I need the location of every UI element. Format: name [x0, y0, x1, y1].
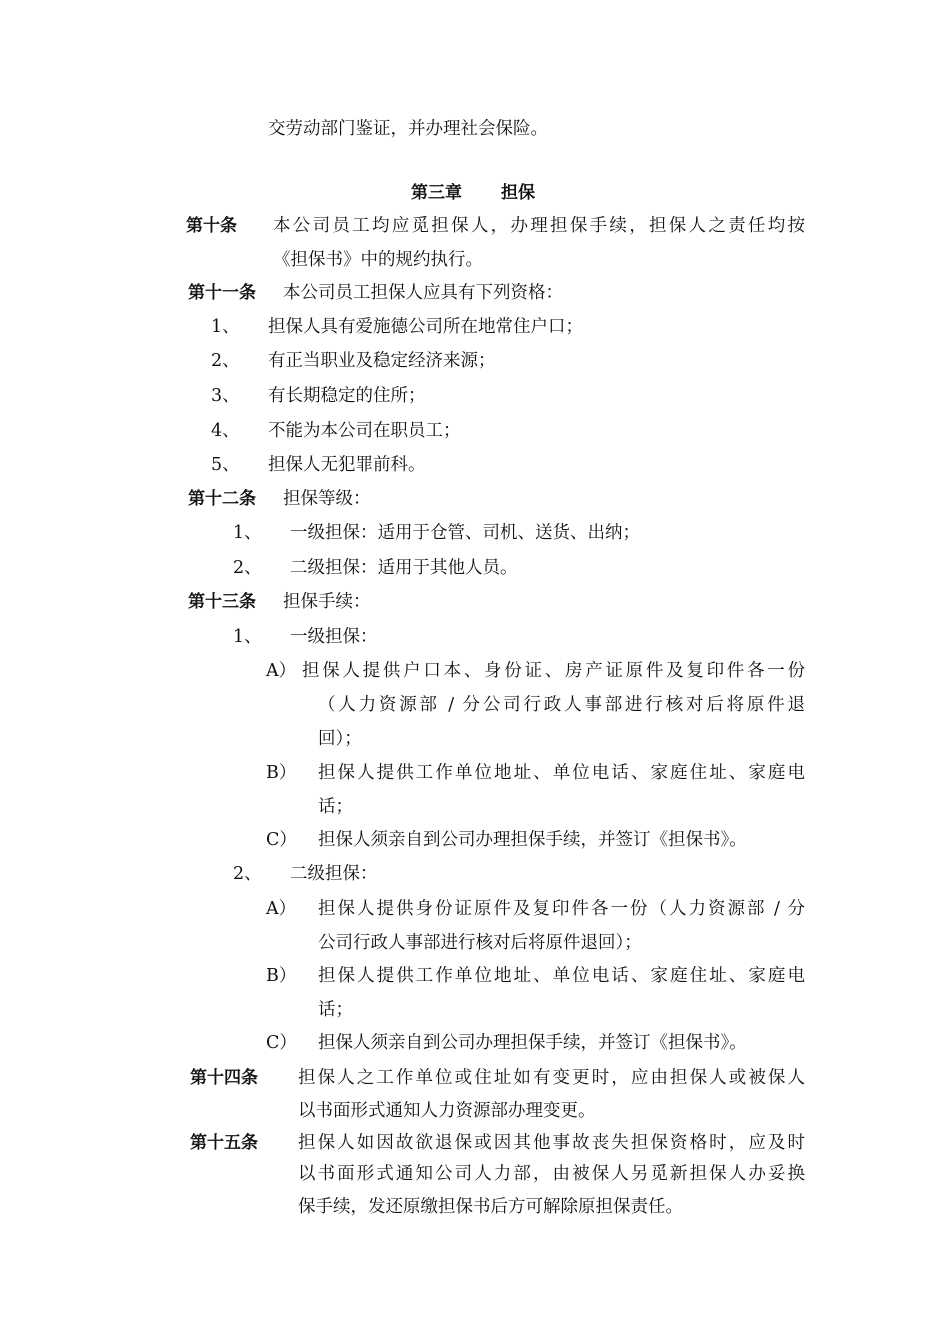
- list-item: 不能为本公司在职员工；: [268, 421, 461, 441]
- sub-item-marker: B）: [266, 966, 297, 986]
- sub-item-text: 担保人提供工作单位地址、单位电话、家庭住址、家庭电: [318, 966, 805, 986]
- sub-item-text: （人力资源部 / 分公司行政人事部进行核对后将原件退: [318, 695, 805, 715]
- list-item-number: 5、: [211, 455, 240, 475]
- sub-item-text: 担保人提供户口本、身份证、房产证原件及复印件各一份: [302, 661, 805, 681]
- sub-item-marker: B）: [266, 763, 297, 783]
- list-item: 有长期稳定的住所；: [268, 386, 426, 406]
- article-14-label: 第十四条: [190, 1068, 258, 1088]
- list-item: 有正当职业及稳定经济来源；: [268, 351, 496, 371]
- article-10-label: 第十条: [186, 216, 237, 236]
- list-item: 担保人具有爱施德公司所在地常住户口；: [268, 317, 583, 337]
- sub-item-marker: A）: [266, 661, 297, 681]
- sub-item-text: 担保人须亲自到公司办理担保手续，并签订《担保书》。: [318, 830, 747, 850]
- sub-item-text: 回）；: [318, 729, 362, 749]
- article-10-line-2: 《担保书》中的规约执行。: [273, 250, 483, 270]
- sub-item-text: 公司行政人事部进行核对后将原件退回）；: [318, 933, 642, 953]
- article-11-text: 本公司员工担保人应具有下列资格：: [283, 283, 563, 303]
- list-item-number: 4、: [211, 421, 240, 441]
- level-1-title: 一级担保：: [290, 627, 378, 647]
- article-15-line-3: 保手续，发还原缴担保书后方可解除原担保责任。: [298, 1197, 683, 1217]
- list-item: 一级担保：适用于仓管、司机、送货、出纳；: [290, 523, 640, 543]
- article-15-label: 第十五条: [190, 1133, 258, 1153]
- sub-item-text: 担保人提供身份证原件及复印件各一份（人力资源部 / 分: [318, 899, 805, 919]
- list-item-number: 1、: [233, 523, 262, 543]
- sub-item-text: 话；: [318, 797, 353, 817]
- article-11-label: 第十一条: [188, 283, 256, 303]
- article-14-line-1: 担保人之工作单位或住址如有变更时，应由担保人或被保人: [298, 1068, 805, 1088]
- list-item-number: 3、: [211, 386, 240, 406]
- chapter-title: 担保: [501, 183, 535, 203]
- article-10-line-1: 本公司员工均应觅担保人，办理担保手续，担保人之责任均按: [273, 216, 805, 236]
- article-12-label: 第十二条: [188, 489, 256, 509]
- article-14-line-2: 以书面形式通知人力资源部办理变更。: [298, 1101, 596, 1121]
- level-1-number: 1、: [233, 627, 262, 647]
- sub-item-text: 担保人提供工作单位地址、单位电话、家庭住址、家庭电: [318, 763, 805, 783]
- sub-item-marker: C）: [266, 1033, 297, 1053]
- sub-item-marker: A）: [266, 899, 297, 919]
- chapter-number: 第三章: [411, 183, 462, 203]
- list-item-number: 1、: [211, 317, 240, 337]
- list-item: 担保人无犯罪前科。: [268, 455, 426, 475]
- sub-item-text: 担保人须亲自到公司办理担保手续，并签订《担保书》。: [318, 1033, 747, 1053]
- sub-item-text: 话；: [318, 1000, 353, 1020]
- list-item: 二级担保：适用于其他人员。: [290, 558, 518, 578]
- list-item-number: 2、: [233, 558, 262, 578]
- article-15-line-2: 以书面形式通知公司人力部，由被保人另觅新担保人办妥换: [298, 1164, 805, 1184]
- continued-text: 交劳动部门鉴证，并办理社会保险。: [268, 119, 548, 139]
- level-2-title: 二级担保：: [290, 864, 378, 884]
- article-13-label: 第十三条: [188, 592, 256, 612]
- article-15-line-1: 担保人如因故欲退保或因其他事故丧失担保资格时，应及时: [298, 1133, 805, 1153]
- list-item-number: 2、: [211, 351, 240, 371]
- article-13-text: 担保手续：: [283, 592, 371, 612]
- level-2-number: 2、: [233, 864, 262, 884]
- article-12-text: 担保等级：: [283, 489, 371, 509]
- sub-item-marker: C）: [266, 830, 297, 850]
